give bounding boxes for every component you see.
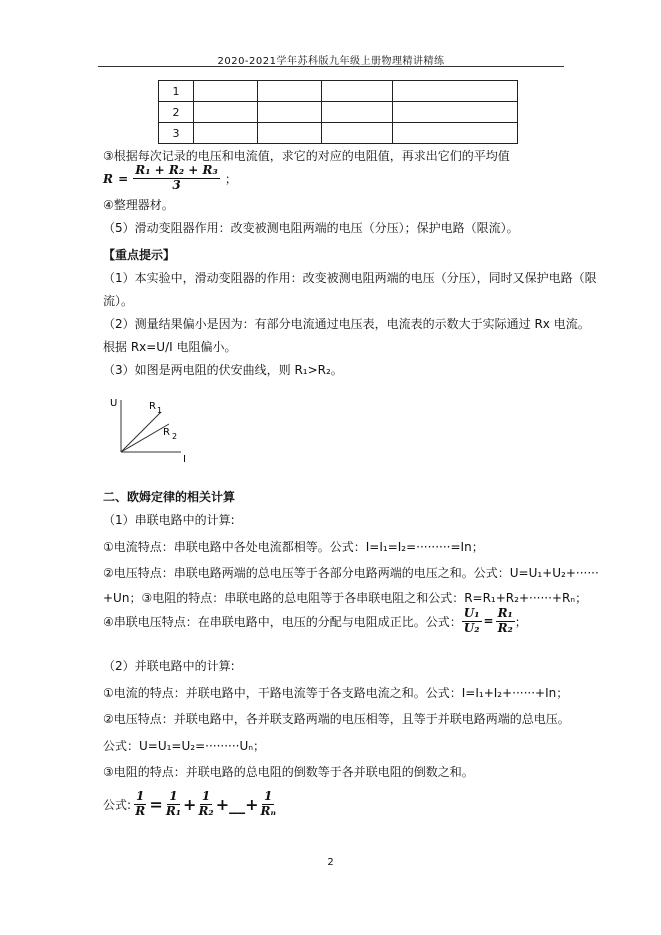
table-cell [258, 102, 322, 123]
header-rule [98, 66, 564, 67]
parallel-voltage-formula: 公式：U=U₁=U₂=·········Uₙ； [103, 739, 266, 753]
voltage-ratio: $\frac{\text{U₁}}{\text{U₂}}$ [463, 606, 480, 635]
average-fraction [133, 164, 220, 193]
formula-lhs: R [103, 171, 113, 186]
key-point-3: （3）如图是两电阻的伏安曲线，则 R₁>R₂。 [103, 363, 343, 377]
table-cell: 2 [159, 102, 194, 123]
key-point-1a: （1）本实验中，滑动变阻器的作用：改变被测电阻两端的电压（分压），同时又保护电路（限 [103, 271, 597, 285]
page-number: 2 [327, 857, 334, 868]
series-title: （1）串联电路中的计算: [103, 513, 235, 527]
fraction-denominator: 3 [172, 177, 181, 192]
formula-tail: ； [224, 171, 237, 186]
r2-subscript: 2 [172, 432, 178, 441]
resistance-ratio: $\frac{\text{R₁}}{\text{R₂}}$ [497, 606, 513, 635]
parallel-resistance: ③电阻的特点：并联电路的总电阻的倒数等于各并联电阻的倒数之和。 [103, 765, 474, 779]
page-header: 2020-2021学年苏科版九年级上册物理精讲精练 [217, 56, 445, 67]
step-4-text: ④整理器材。 [103, 198, 174, 212]
r1-subscript: 1 [157, 406, 163, 415]
parallel-title: （2）并联电路中的计算: [103, 659, 235, 673]
table-row [159, 81, 518, 102]
table-cell [194, 81, 258, 102]
table-row [159, 102, 518, 123]
key-point-2b: 根据 Rx=U/I 电阻偏小。 [103, 340, 237, 354]
r1-label: R [149, 401, 156, 412]
series-ratio-text: ④串联电压特点：在串联电路中，电压的分配与电阻成正比。公式： [103, 614, 462, 629]
table-cell [322, 81, 393, 102]
table-cell [393, 81, 518, 102]
table-cell [322, 123, 393, 144]
parallel-voltage: ②电压特点：并联电路中，各并联支路两端的电压相等，且等于并联电路两端的总电压。 [103, 712, 570, 726]
key-points-heading: 【重点提示】 [103, 248, 176, 262]
key-point-1b: 流）。 [103, 294, 134, 308]
table-cell [393, 102, 518, 123]
table-cell [258, 81, 322, 102]
x-axis-label: I [183, 454, 186, 465]
table-cell [194, 123, 258, 144]
table-cell [194, 102, 258, 123]
iv-graph [103, 390, 203, 472]
series-current: ①电流特点：串联电路中各处电流都相等。公式：I=I₁=I₂=·········=In； [103, 540, 484, 554]
series-ratio-line: ④串联电压特点：在串联电路中，电压的分配与电阻成正比。公式： $\frac{\text{U₁}}{\text{U₂}}$ = $\frac{\text{R₁}}{\text{R₂}}$ ； [103, 606, 527, 635]
average-formula: R = $\frac{\text{R₁ + R₂ + R₃}}{3}$ ； [103, 163, 237, 192]
parallel-current: ①电流的特点：并联电路中，干路电流等于各支路电流之和。公式：I=I₁+I₂+······+In； [103, 686, 569, 700]
table-cell [322, 102, 393, 123]
measurement-table [158, 80, 518, 144]
table-cell: 1 [159, 81, 194, 102]
table-cell [393, 123, 518, 144]
key-point-2a: （2）测量结果偏小是因为：有部分电流通过电压表，电流表的示数大于实际通过 Rx 电流。 [103, 317, 590, 331]
table-cell [258, 123, 322, 144]
r2-label: R [163, 427, 170, 438]
parallel-resistance-formula: 公式: $\frac{1}{R}$ = $\frac{1}{\text{R₁}}$ + $\frac{1}{\text{R₂}}$ +__+ $\frac{1}{\text{Rₙ}}$ [103, 789, 276, 818]
step-5-text: （5）滑动变阻器作用：改变被测电阻两端的电压（分压）；保护电路（限流）。 [103, 221, 519, 235]
table-row [159, 123, 518, 144]
step-3-text: ③根据每次记录的电压和电流值，求它的对应的电阻值，再求出它们的平均值 [103, 149, 510, 163]
table-cell: 3 [159, 123, 194, 144]
y-axis-label: U [110, 398, 118, 409]
series-voltage-a: ②电压特点：串联电路两端的总电压等于各部分电路两端的电压之和。公式：U=U₁+U₂+······ [103, 566, 599, 580]
fraction-numerator: R₁ + R₂ + R₃ [135, 163, 218, 177]
ohm-section-heading: 二、欧姆定律的相关计算 [103, 490, 236, 504]
series-voltage-b: +Un；③电阻的特点：串联电路的总电阻等于各串联电阻之和公式：R=R₁+R₂+······+Rₙ； [103, 591, 588, 605]
